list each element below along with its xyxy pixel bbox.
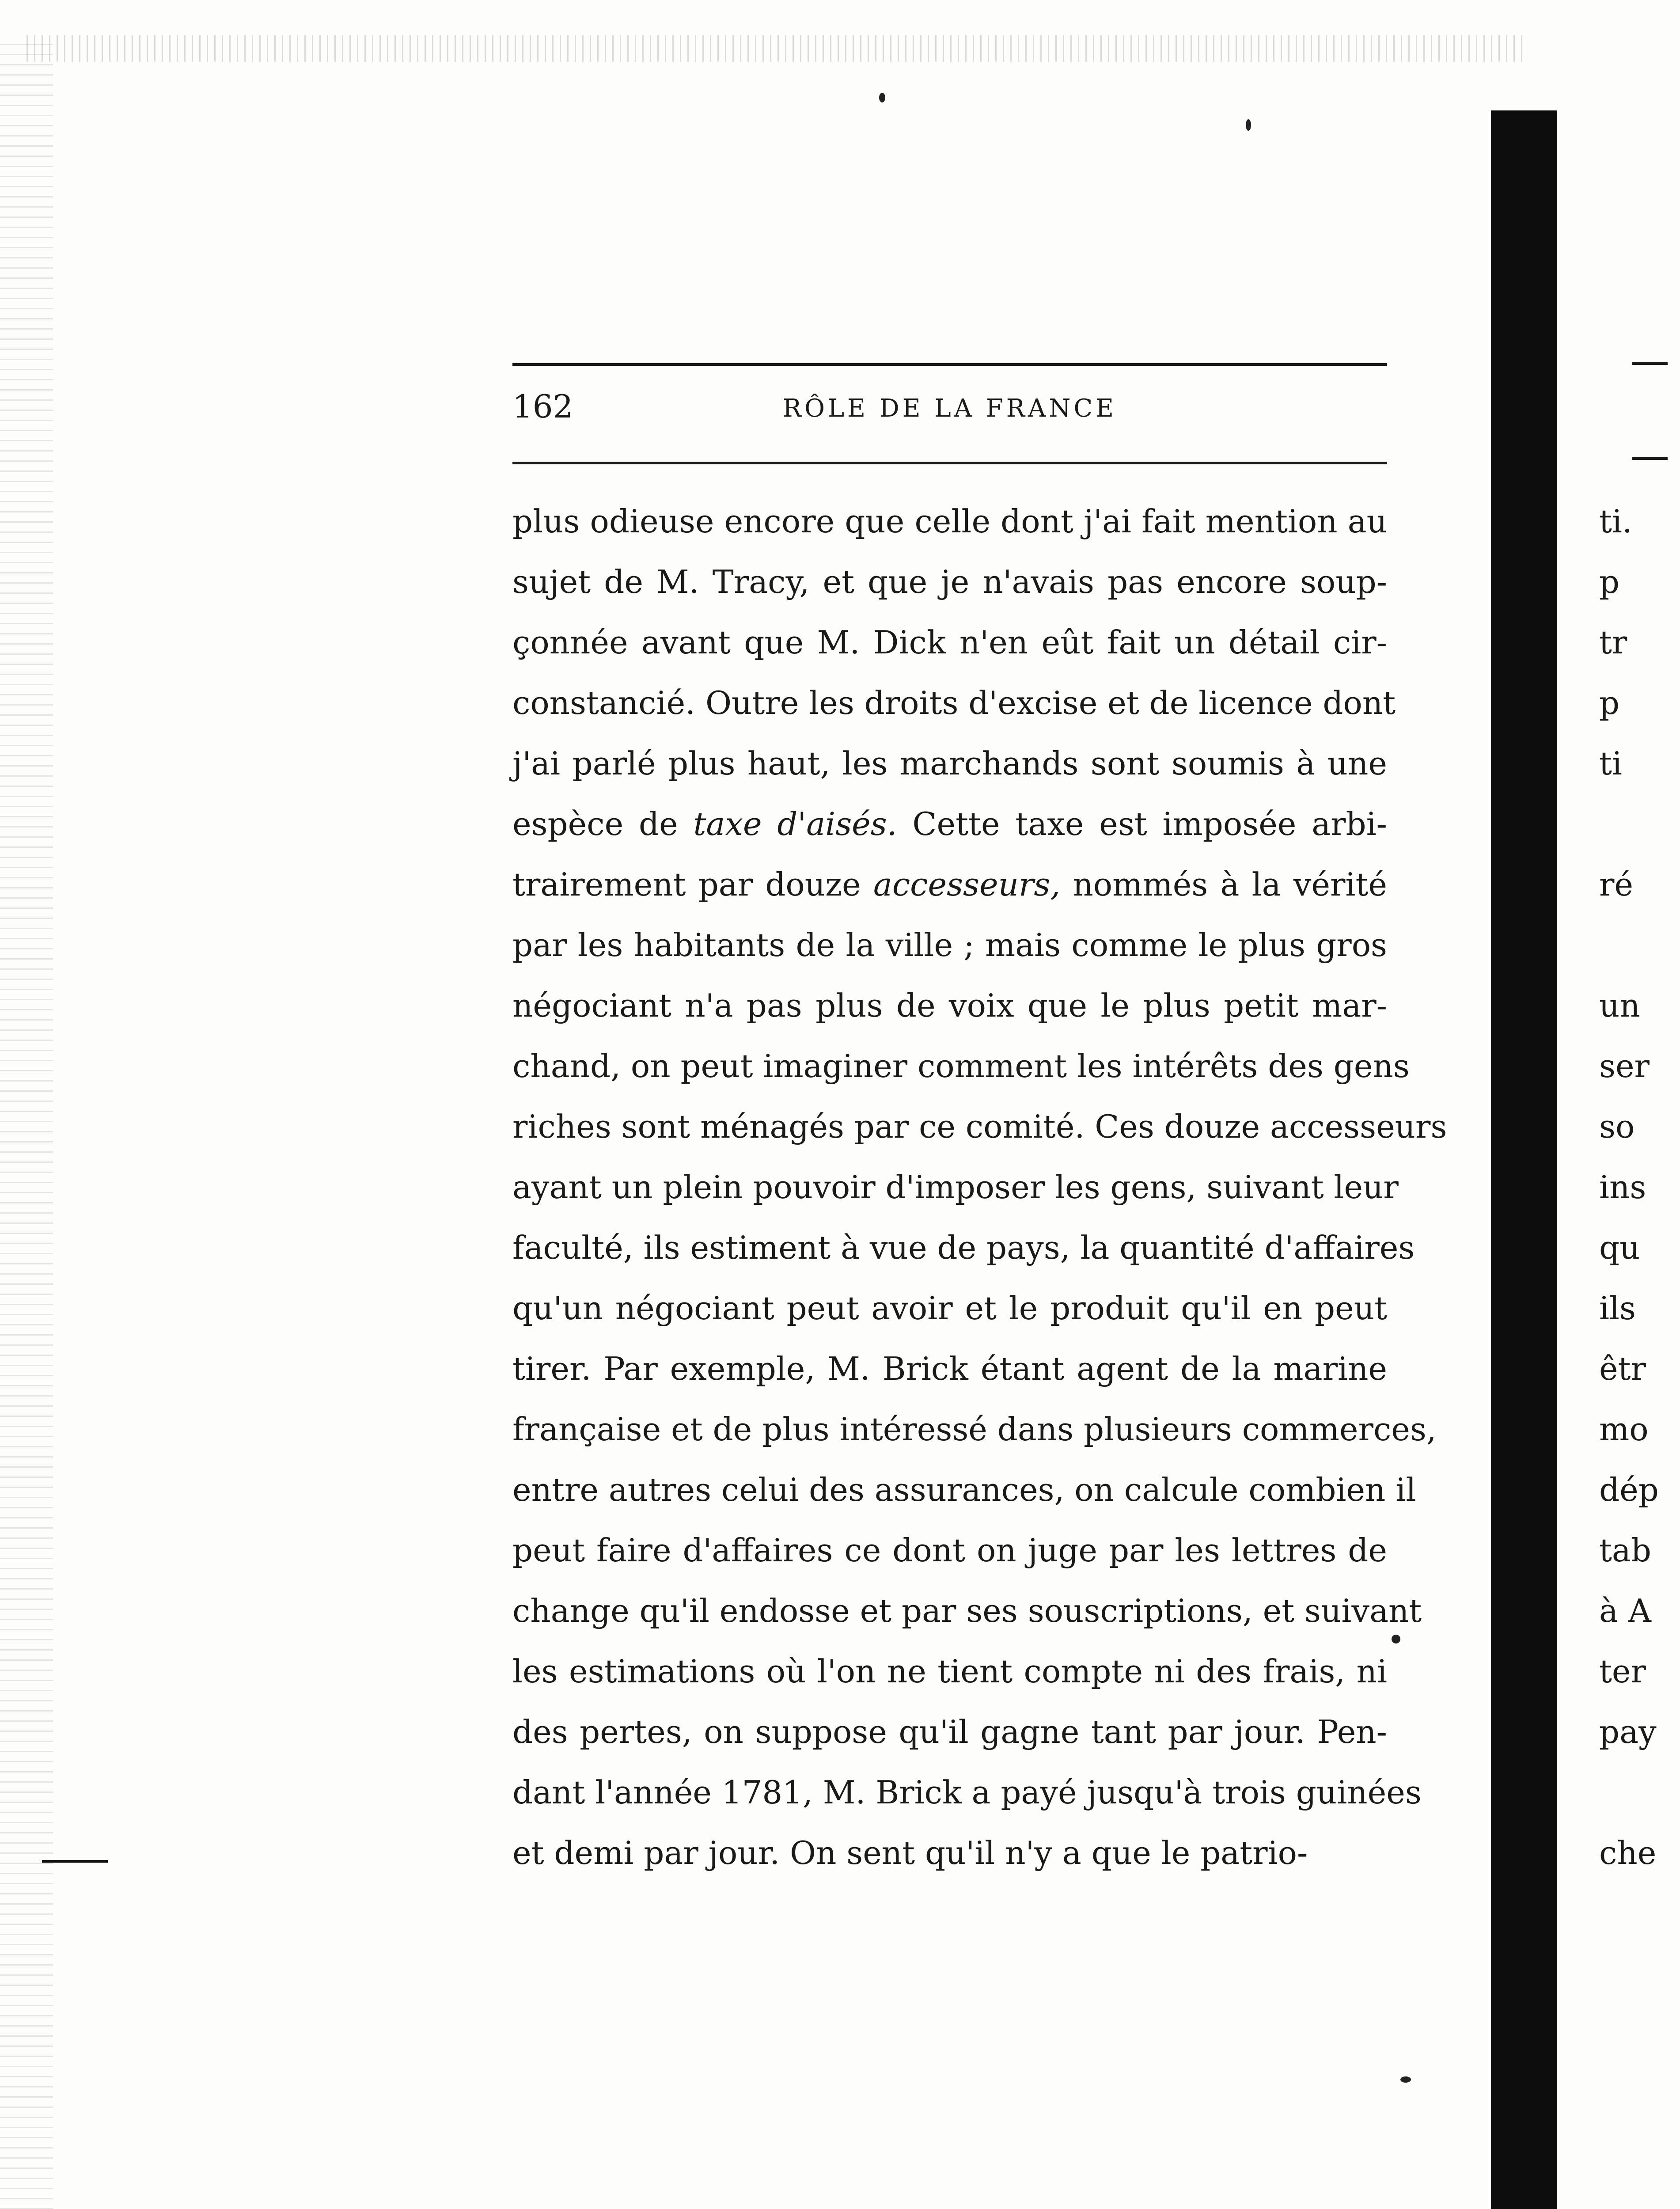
- facing-page-line: so: [1599, 1108, 1635, 1145]
- facing-page-line: [1599, 794, 1674, 854]
- facing-page-line: à A: [1599, 1592, 1651, 1629]
- italic-term: taxe d'aisés.: [693, 805, 897, 843]
- margin-mark: [42, 1860, 108, 1863]
- text-line: peut faire d'affaires ce dont on juge par les lettres de: [512, 1532, 1387, 1569]
- speck: [879, 93, 885, 102]
- text-line: dant l'année 1781, M. Brick a payé jusqu'à trois guinées: [512, 1774, 1422, 1811]
- text-line: j'ai parlé plus haut, les marchands sont soumis à une: [512, 745, 1387, 782]
- facing-page-line: dép: [1599, 1471, 1659, 1508]
- facing-page-line: ti.: [1599, 503, 1632, 540]
- text-line: française et de plus intéressé dans plusieurs commerces,: [512, 1411, 1437, 1448]
- facing-page-line: ils: [1599, 1290, 1636, 1327]
- facing-page-line: pay: [1599, 1713, 1657, 1750]
- text-line: change qu'il endosse et par ses souscriptions, et suivant: [512, 1592, 1422, 1629]
- italic-term: accesseurs,: [873, 866, 1061, 903]
- text-line: riches sont ménagés par ce comité. Ces douze accesseurs: [512, 1108, 1447, 1145]
- facing-page-line: che: [1599, 1834, 1657, 1871]
- facing-page-rule-top: [1632, 362, 1668, 365]
- text-line: et demi par jour. On sent qu'il n'y a que le patrio-: [512, 1834, 1308, 1871]
- speck: [1400, 2076, 1411, 2083]
- facing-page-line: ti: [1599, 745, 1622, 782]
- page-number: 162: [512, 388, 573, 425]
- scan-noise-left: [0, 44, 53, 2209]
- text-line: entre autres celui des assurances, on calcule combien il: [512, 1471, 1416, 1508]
- text-line: sujet de M. Tracy, et que je n'avais pas encore soup-: [512, 563, 1387, 600]
- facing-page-line: un: [1599, 987, 1640, 1024]
- scan-noise-top: [27, 35, 1528, 62]
- text-line: par les habitants de la ville ; mais comme le plus gros: [512, 926, 1387, 964]
- facing-page-rule-bottom: [1632, 457, 1668, 460]
- running-title: RÔLE DE LA FRANCE: [782, 394, 1117, 423]
- header-rule-top: [512, 363, 1387, 366]
- speck: [1246, 119, 1251, 131]
- speck: [1392, 1635, 1400, 1643]
- text-line: qu'un négociant peut avoir et le produit qu'il en peut: [512, 1290, 1387, 1327]
- facing-page-line: tab: [1599, 1532, 1651, 1569]
- facing-page-line: êtr: [1599, 1350, 1646, 1387]
- facing-page-line: [1599, 1762, 1674, 1823]
- text-line: ayant un plein pouvoir d'imposer les gens, suivant leur: [512, 1169, 1399, 1206]
- facing-page-line: [1599, 915, 1674, 975]
- text-line: espèce de taxe d'aisés. Cette taxe est imposée arbi-: [512, 805, 1387, 843]
- facing-page-line: mo: [1599, 1411, 1649, 1448]
- text-line: négociant n'a pas plus de voix que le plus petit mar-: [512, 987, 1387, 1024]
- facing-page-line: ré: [1599, 866, 1634, 903]
- facing-page-line: p: [1599, 684, 1620, 721]
- facing-page-line: ser: [1599, 1048, 1650, 1085]
- facing-page-line: tr: [1599, 624, 1627, 661]
- text-line: plus odieuse encore que celle dont j'ai fait mention au: [512, 503, 1387, 540]
- book-binding-shadow: [1491, 110, 1557, 2209]
- facing-page-line: p: [1599, 563, 1620, 600]
- facing-page-line: qu: [1599, 1229, 1640, 1266]
- facing-page-fragments: [1599, 491, 1674, 1883]
- text-line: çonnée avant que M. Dick n'en eût fait un détail cir-: [512, 624, 1387, 661]
- text-line: les estimations où l'on ne tient compte ni des frais, ni: [512, 1653, 1387, 1690]
- text-line: faculté, ils estiment à vue de pays, la quantité d'affaires: [512, 1229, 1415, 1266]
- body-text: [512, 491, 1447, 1883]
- text-line: constancié. Outre les droits d'excise et de licence dont: [512, 684, 1396, 721]
- facing-page-line: ter: [1599, 1653, 1646, 1690]
- facing-page-line: ins: [1599, 1169, 1646, 1206]
- text-line: chand, on peut imaginer comment les intérêts des gens: [512, 1048, 1410, 1085]
- header-rule-bottom: [512, 462, 1387, 464]
- text-line: trairement par douze accesseurs, nommés à la vérité: [512, 866, 1387, 903]
- text-line: tirer. Par exemple, M. Brick étant agent de la marine: [512, 1350, 1387, 1387]
- text-line: des pertes, on suppose qu'il gagne tant par jour. Pen-: [512, 1713, 1387, 1750]
